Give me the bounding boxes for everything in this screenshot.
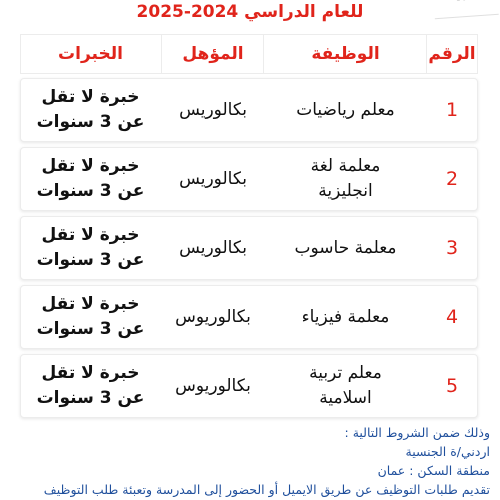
column-divider: [263, 35, 264, 73]
qualification: بكالوريوس: [175, 375, 251, 396]
qualification: بكالوريس: [179, 99, 247, 120]
job-title: [264, 355, 427, 417]
experience-line: عن 3 سنوات: [36, 319, 145, 339]
column-divider: [426, 35, 427, 73]
qualification: بكالوريوس: [175, 306, 251, 327]
table-row: [20, 285, 478, 349]
experience-line: خبرة لا تقل: [41, 87, 140, 107]
column-header-experience: الخبرات: [58, 44, 123, 64]
experience-line: عن 3 سنوات: [36, 181, 145, 201]
condition-application: تقديم طلبات التوظيف عن طريق الايميل أو الحضور إلى المدرسة وتعبئة طلب التوظيف: [43, 482, 490, 497]
table-row: [20, 354, 478, 418]
job-title: معلمة حاسوب: [294, 237, 397, 258]
qualification: بكالوريس: [179, 237, 247, 258]
experience: [19, 148, 162, 210]
experience-line: خبرة لا تقل: [41, 363, 140, 383]
experience: [19, 355, 162, 417]
row-number: 2: [445, 167, 459, 190]
job-title-line: معلم تربية: [309, 363, 382, 383]
experience-line: عن 3 سنوات: [36, 250, 145, 270]
table-row: [20, 147, 478, 211]
experience-line: خبرة لا تقل: [41, 225, 140, 245]
row-number: 1: [445, 98, 459, 121]
experience-line: خبرة لا تقل: [41, 156, 140, 176]
column-header-job: الوظيفة: [311, 44, 380, 64]
condition-residence: منطقة السكن : عمان: [377, 463, 490, 478]
row-number: 5: [445, 374, 459, 397]
job-title: [264, 148, 427, 210]
column-header-number: الرقم: [428, 44, 476, 64]
table-row: [20, 216, 478, 280]
conditions-notes: [10, 423, 490, 499]
qualification: بكالوريس: [179, 168, 247, 189]
job-title-line: انجليزية: [318, 181, 373, 201]
column-header-qualification: المؤهل: [182, 44, 244, 64]
column-divider: [161, 35, 162, 73]
condition-nationality: اردني/ة الجنسية: [405, 444, 490, 459]
experience-line: خبرة لا تقل: [41, 294, 140, 314]
conditions-intro: وذلك ضمن الشروط التالية :: [344, 425, 490, 440]
experience: [19, 286, 162, 348]
experience: [19, 217, 162, 279]
job-title-line: اسلامية: [319, 388, 372, 408]
experience-line: عن 3 سنوات: [36, 112, 145, 132]
experience-line: عن 3 سنوات: [36, 388, 145, 408]
table-header: [20, 34, 478, 74]
table-row: [20, 78, 478, 142]
job-title-line: معلمة لغة: [310, 156, 381, 176]
job-title: معلمة فيزياء: [301, 306, 390, 327]
row-number: 4: [445, 305, 459, 328]
job-title: معلم رياضيات: [296, 99, 395, 120]
page-title: للعام الدراسي 2024-2025: [136, 2, 364, 22]
experience: [19, 79, 162, 141]
jobs-table: [20, 34, 478, 422]
row-number: 3: [445, 236, 459, 259]
